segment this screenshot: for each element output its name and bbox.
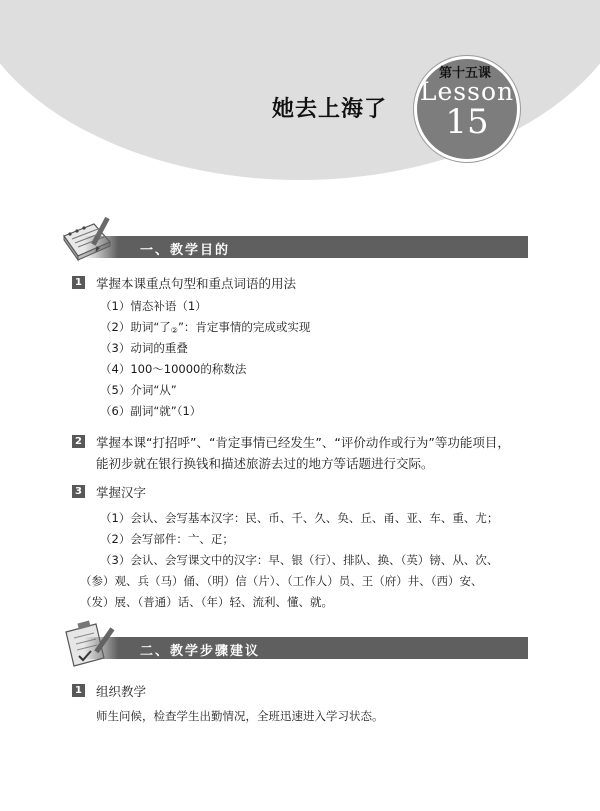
item-number-box: 3 [72, 485, 85, 498]
page-title: 她去上海了 [272, 97, 388, 122]
item-title: 组织教学 [96, 684, 147, 699]
sub-item: （2）会写部件：亠、疋； [100, 532, 234, 546]
section-title: 二、教学步骤建议 [140, 644, 261, 659]
body-text: 师生问候，检查学生出勤情况，全班迅速进入学习状态。 [96, 709, 384, 723]
sub-item: （5）介词“从” [100, 383, 177, 397]
item-number-box: 1 [72, 276, 85, 289]
section-header-bar [118, 236, 528, 258]
sub-item: （3）动词的重叠 [100, 341, 188, 355]
sub-item-continuation: （发）展、（普通）话、（年）轻、流利、懂、就。 [80, 595, 333, 609]
sub-item: （6）副词“就”（1） [100, 404, 202, 418]
item-title: 掌握汉字 [96, 485, 147, 500]
item-title: 掌握本课重点句型和重点词语的用法 [96, 276, 297, 291]
sub-item: （1）情态补语（1） [100, 299, 207, 313]
lesson-label-en: Lesson [419, 77, 515, 106]
circled-index: ② [170, 326, 178, 335]
sub-item-continuation: （参）观、兵（马）俑、（明）信（片）、（工作人）员、王（府）井、（西）安、 [80, 574, 483, 588]
sub-item-text: ”：肯定事情的完成或实现 [177, 320, 311, 334]
sub-item [100, 319, 310, 335]
item-number-box: 1 [72, 684, 85, 697]
item-title: 能初步就在银行换钱和描述旅游去过的地方等话题进行交际。 [96, 456, 434, 471]
item-number-box: 2 [72, 435, 85, 448]
sub-item: （4）100～10000的称数法 [100, 362, 247, 376]
section-header-bar [118, 637, 528, 659]
sub-item: （1）会认、会写基本汉字：民、币、千、久、奂、丘、甬、亚、车、重、尤； [100, 511, 499, 525]
section-title: 一、教学目的 [140, 243, 231, 258]
lesson-number: 15 [445, 102, 489, 142]
sub-item: （3）会认、会写课文中的汉字：早、银（行）、排队、换、（英）镑、从、次、 [100, 553, 499, 567]
item-title: 掌握本课“打招呼”、“肯定事情已经发生”、“评价动作或行为”等功能项目， [96, 435, 510, 450]
lesson-label-cn: 第十五课 [438, 66, 491, 81]
sub-item-text: （2）助词“了 [100, 320, 171, 334]
